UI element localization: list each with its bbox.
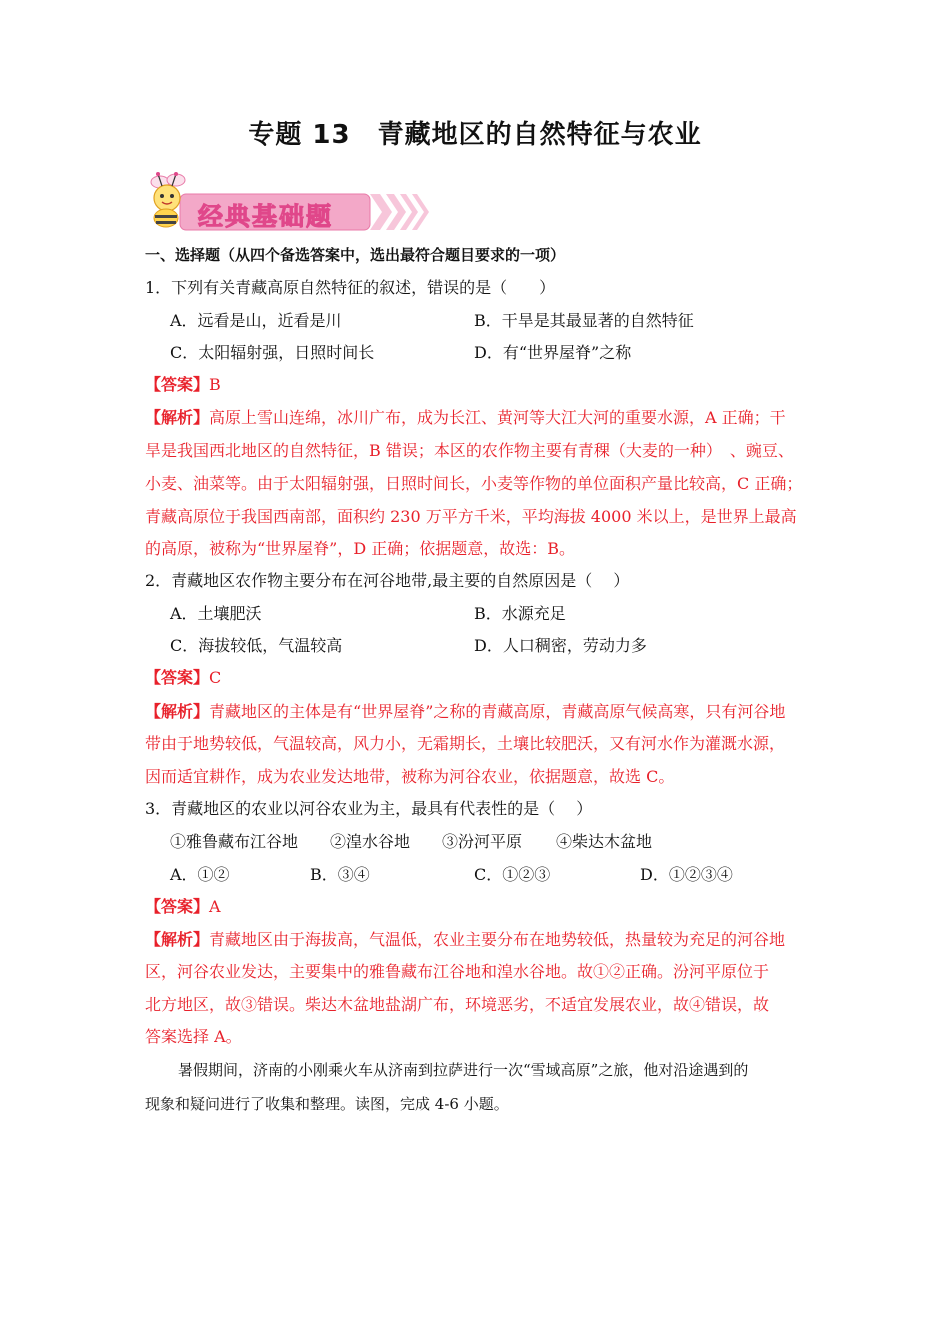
explain-text: 青藏地区的主体是有“世界屋脊”之称的青藏高原，青藏高原气候高寒，只有河谷地 <box>209 702 786 721</box>
q3-explain-line <box>145 930 785 950</box>
q3-option-a: A．①② <box>170 865 230 884</box>
answer-value: A <box>209 897 221 916</box>
q2-option-a: A．土壤肥沃 <box>170 604 262 623</box>
q3-explain-line: 北方地区，故③错误。柴达木盆地盐湖广布，环境恶劣，不适宜发展农业，故④错误，故 <box>145 995 770 1014</box>
question-1-stem: 1．下列有关青藏高原自然特征的叙述，错误的是（ ） <box>145 278 556 297</box>
question-3-stem: 3．青藏地区的农业以河谷农业为主，最具有代表性的是（ ） <box>145 799 593 818</box>
explain-tag: 【解析】 <box>145 408 210 427</box>
answer-tag: 【答案】 <box>145 897 210 916</box>
q3-option-b: B．③④ <box>310 865 370 884</box>
answer-tag: 【答案】 <box>145 375 210 394</box>
page-title: 专题 13 青藏地区的自然特征与农业 <box>248 120 702 150</box>
q2-option-d: D．人口稠密，劳动力多 <box>474 636 647 655</box>
q2-explain-line: 带由于地势较低，气温较高，风力小，无霜期长，土壤比较肥沃，又有河水作为灌溉水源， <box>145 734 786 753</box>
q3-explain-line: 区，河谷农业发达，主要集中的雅鲁藏布江谷地和湟水谷地。故①②正确。汾河平原位于 <box>145 962 770 981</box>
q2-option-b: B．水源充足 <box>474 604 566 623</box>
q1-explain-line: 的高原，被称为“世界屋脊”，D 正确；依据题意，故选：B。 <box>145 539 576 558</box>
q3-item-2: ②湟水谷地 <box>330 832 411 851</box>
explain-tag: 【解析】 <box>145 702 210 721</box>
passage-line: 现象和疑问进行了收集和整理。读图，完成 4-6 小题。 <box>145 1095 509 1113</box>
q3-item-3: ③汾河平原 <box>442 832 523 851</box>
q3-answer <box>145 897 221 917</box>
q2-explain-line: 因而适宜耕作，成为农业发达地带，被称为河谷农业，依据题意，故选 C。 <box>145 767 675 786</box>
section-banner <box>140 168 440 238</box>
q1-explain-line: 旱是我国西北地区的自然特征，B 错误；本区的农作物主要有青稞（大麦的一种） 、豌豆、 <box>145 441 794 460</box>
answer-value: B <box>209 375 221 394</box>
explain-text: 高原上雪山连绵，冰川广布，成为长江、黄河等大江大河的重要水源，A 正确；干 <box>209 408 786 427</box>
answer-value: C <box>209 668 222 687</box>
answer-tag: 【答案】 <box>145 668 210 687</box>
banner-label: 经典基础题 <box>198 202 334 231</box>
section-heading: 一、选择题（从四个备选答案中，选出最符合题目要求的一项） <box>145 246 566 264</box>
q3-explain-line: 答案选择 A。 <box>145 1027 242 1046</box>
q1-explain-line <box>145 408 786 428</box>
explain-text: 青藏地区由于海拔高，气温低，农业主要分布在地势较低，热量较为充足的河谷地 <box>209 930 786 949</box>
q1-answer <box>145 375 221 395</box>
q2-explain-line <box>145 702 785 722</box>
explain-tag: 【解析】 <box>145 930 210 949</box>
q2-answer <box>145 668 221 688</box>
q3-option-c: C．①②③ <box>474 865 551 884</box>
q1-explain-line: 青藏高原位于我国西南部，面积约 230 万平方千米，平均海拔 4000 米以上，是世界上最高 <box>145 507 797 526</box>
q3-item-4: ④柴达木盆地 <box>556 832 653 851</box>
q2-option-c: C．海拔较低，气温较高 <box>170 636 343 655</box>
q1-option-d: D．有“世界屋脊”之称 <box>474 343 632 362</box>
q1-option-b: B．干旱是其最显著的自然特征 <box>474 311 694 330</box>
q3-item-1: ①雅鲁藏布江谷地 <box>170 832 299 851</box>
passage-line: 暑假期间，济南的小刚乘火车从济南到拉萨进行一次“雪域高原”之旅，他对沿途遇到的 <box>178 1061 749 1079</box>
q3-option-d: D．①②③④ <box>640 865 733 884</box>
q1-explain-line: 小麦、油菜等。由于太阳辐射强，日照时间长，小麦等作物的单位面积产量比较高，C 正确； <box>145 474 803 493</box>
q1-option-a: A．远看是山，近看是川 <box>170 311 342 330</box>
q1-option-c: C．太阳辐射强，日照时间长 <box>170 343 375 362</box>
question-2-stem: 2．青藏地区农作物主要分布在河谷地带,最主要的自然原因是（ ） <box>145 571 630 590</box>
